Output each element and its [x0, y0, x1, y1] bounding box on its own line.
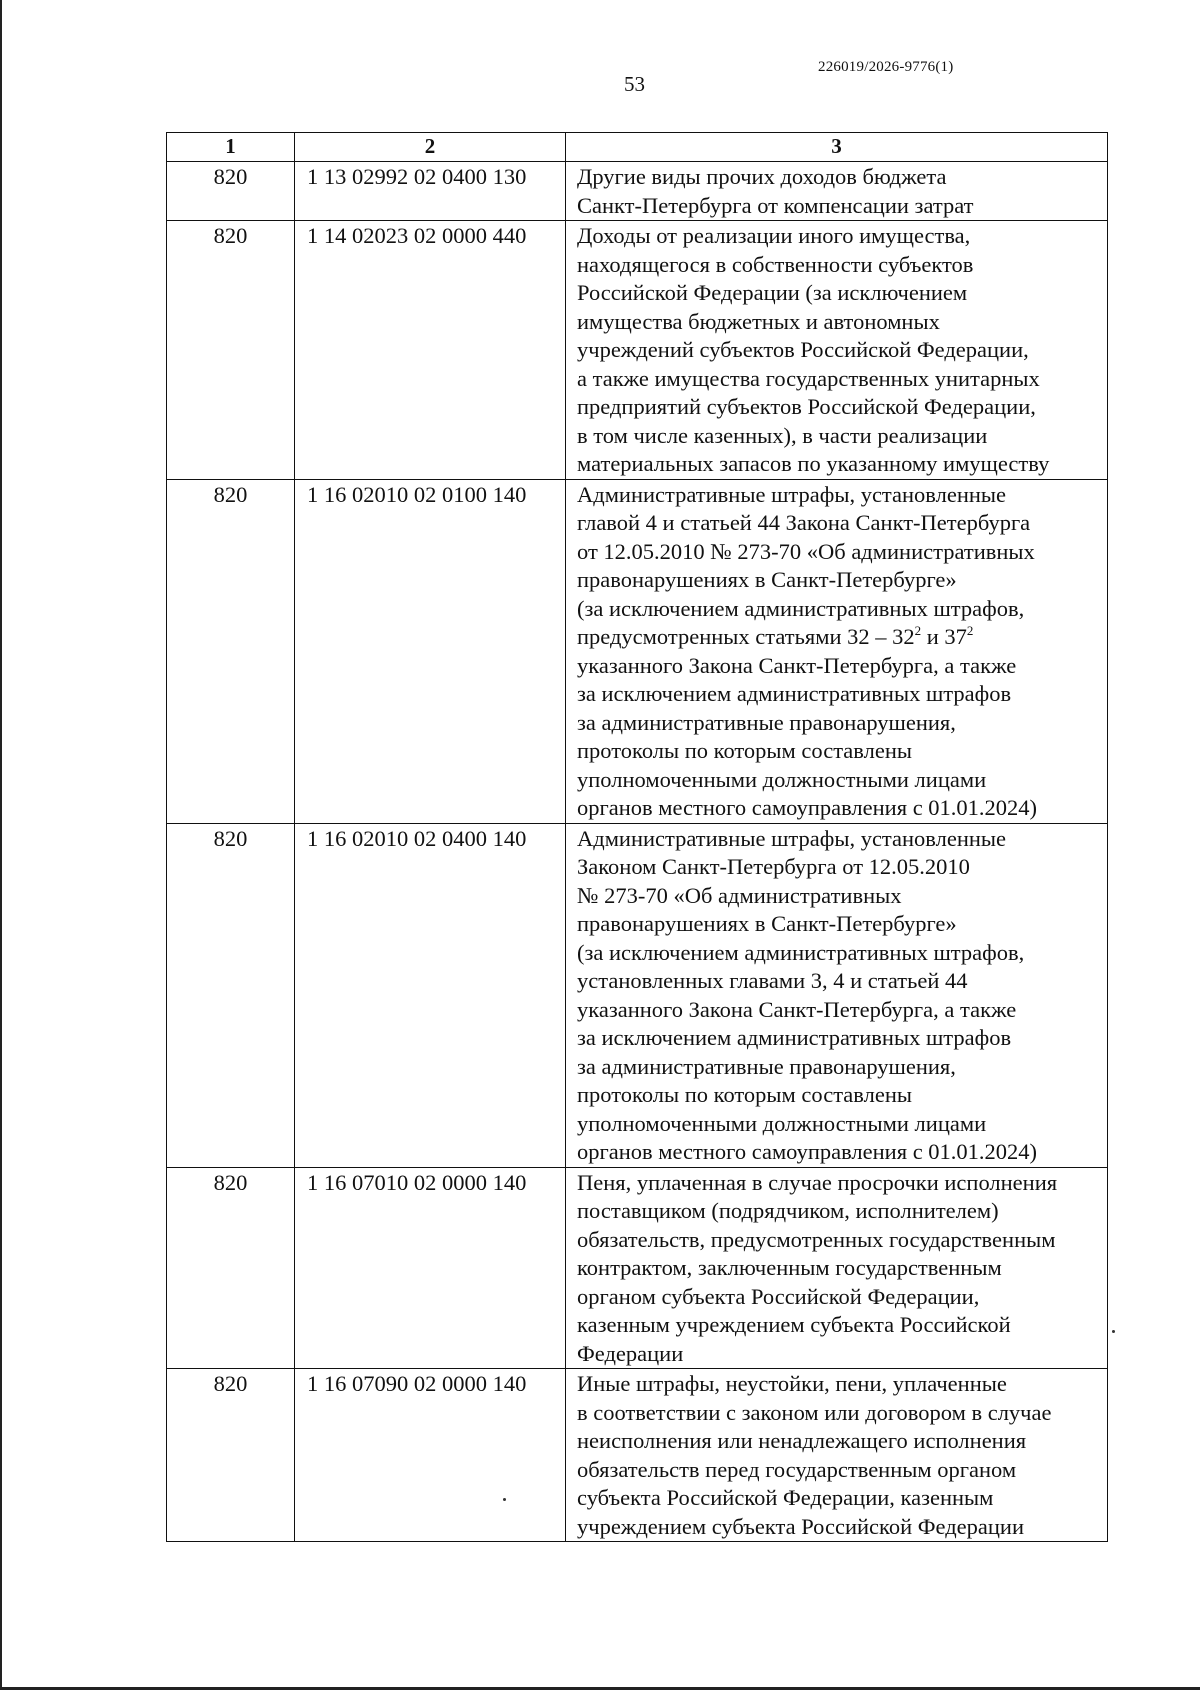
header-col-1: 1	[167, 133, 295, 162]
name-line: № 273-70 «Об административных	[577, 882, 902, 908]
revenue-code-cell: 1 16 07090 02 0000 140	[295, 1369, 566, 1542]
name-line: поставщиком (подрядчиком, исполнителем)	[577, 1198, 999, 1223]
revenue-name-cell	[566, 823, 1108, 1167]
name-line: указанного Закона Санкт-Петербурга, а также	[577, 652, 1017, 678]
admin-code-cell: 820	[167, 479, 295, 823]
name-line-with-superscripts	[577, 623, 1103, 652]
table-row	[167, 162, 1108, 221]
name-line: за административные правонарушения,	[577, 709, 956, 735]
revenue-name-cell	[566, 162, 1108, 221]
name-line-text: и 37	[921, 624, 967, 649]
name-line: протоколы по которым составлены	[577, 1082, 912, 1107]
name-line: обязательств, предусмотренных государственным	[577, 1226, 1056, 1252]
superscript: 2	[966, 623, 974, 638]
name-line: Федерации	[577, 1340, 684, 1366]
name-line: уполномоченными должностными лицами	[577, 766, 987, 792]
revenue-code-cell: 1 16 07010 02 0000 140	[295, 1167, 566, 1369]
name-line: органов местного самоуправления с 01.01.2024)	[577, 1139, 1038, 1164]
name-line: правонарушениях в Санкт-Петербурге»	[577, 911, 957, 936]
table-row	[167, 1167, 1108, 1369]
name-line: материальных запасов по указанному имуществу	[577, 451, 1050, 476]
name-line: неисполнения или ненадлежащего исполнения	[577, 1428, 1027, 1453]
admin-code-cell: 820	[167, 823, 295, 1167]
page-number: 53	[624, 72, 645, 96]
name-line: от 12.05.2010 № 273-70 «Об административных	[577, 538, 1035, 564]
name-line: Иные штрафы, неустойки, пени, уплаченные	[577, 1371, 1007, 1396]
name-line: за исключением административных штрафов	[577, 681, 1012, 706]
header-col-3: 3	[566, 133, 1108, 162]
revenue-name-cell	[566, 479, 1108, 823]
name-line: правонарушениях в Санкт-Петербурге»	[577, 567, 957, 592]
revenue-name-cell	[566, 1167, 1108, 1369]
document-number: 226019/2026-9776(1)	[818, 59, 954, 75]
revenue-name-cell	[566, 221, 1108, 480]
revenue-code-cell: 1 16 02010 02 0100 140	[295, 479, 566, 823]
admin-code-cell: 820	[167, 162, 295, 221]
table-row	[167, 479, 1108, 823]
name-line: субъекта Российской Федерации, казенным	[577, 1485, 994, 1510]
revenue-name-cell	[566, 1369, 1108, 1542]
revenue-code-cell: 1 16 02010 02 0400 140	[295, 823, 566, 1167]
name-line: Административные штрафы, установленные	[577, 825, 1007, 851]
scan-speck	[1112, 1330, 1115, 1333]
name-line: контрактом, заключенным государственным	[577, 1255, 1002, 1280]
admin-code-cell: 820	[167, 1369, 295, 1542]
name-line: Российской Федерации (за исключением	[577, 280, 968, 305]
scan-speck	[503, 1498, 506, 1501]
name-line: протоколы по которым составлены	[577, 738, 912, 763]
name-line: (за исключением административных штрафов,	[577, 939, 1025, 965]
revenue-code-cell: 1 13 02992 02 0400 130	[295, 162, 566, 221]
name-line: установленных главами 3, 4 и статьей 44	[577, 968, 968, 993]
name-line: (за исключением административных штрафов,	[577, 595, 1025, 621]
table-header-row	[167, 133, 1108, 162]
name-line: Пеня, уплаченная в случае просрочки исполнения	[577, 1169, 1058, 1195]
name-line: находящегося в собственности субъектов	[577, 251, 974, 277]
revenue-code-cell: 1 14 02023 02 0000 440	[295, 221, 566, 480]
name-line: органом субъекта Российской Федерации,	[577, 1283, 980, 1309]
name-line: за исключением административных штрафов	[577, 1025, 1012, 1050]
name-line: органов местного самоуправления с 01.01.2024)	[577, 795, 1038, 820]
name-line: Доходы от реализации иного имущества,	[577, 223, 971, 248]
name-line: имущества бюджетных и автономных	[577, 308, 940, 334]
name-line: Законом Санкт-Петербурга от 12.05.2010	[577, 854, 970, 879]
name-line: обязательств перед государственным органом	[577, 1456, 1017, 1482]
table-row	[167, 1369, 1108, 1542]
revenue-codes-table	[166, 132, 1108, 1542]
admin-code-cell: 820	[167, 221, 295, 480]
header-col-2: 2	[295, 133, 566, 162]
name-line: в соответствии с законом или договором в случае	[577, 1399, 1052, 1425]
table-row	[167, 221, 1108, 480]
scan-border-left	[0, 0, 2, 1690]
table-row	[167, 823, 1108, 1167]
name-line: Другие виды прочих доходов бюджета	[577, 164, 947, 189]
name-line: за административные правонарушения,	[577, 1053, 956, 1079]
name-line: Санкт-Петербурга от компенсации затрат	[577, 192, 974, 218]
admin-code-cell: 820	[167, 1167, 295, 1369]
name-line: учреждением субъекта Российской Федерации	[577, 1513, 1024, 1539]
name-line: Административные штрафы, установленные	[577, 481, 1007, 507]
name-line: а также имущества государственных унитарных	[577, 365, 1040, 391]
name-line-text: предусмотренных статьями 32 – 32	[577, 624, 915, 649]
name-line: указанного Закона Санкт-Петербурга, а также	[577, 996, 1017, 1022]
superscript: 2	[914, 623, 922, 638]
name-line: уполномоченными должностными лицами	[577, 1110, 987, 1136]
name-line: учреждений субъектов Российской Федерации,	[577, 337, 1029, 362]
name-line: в том числе казенных), в части реализации	[577, 422, 988, 448]
name-line: казенным учреждением субъекта Российской	[577, 1312, 1011, 1337]
name-line: главой 4 и статьей 44 Закона Санкт-Петербурга	[577, 510, 1031, 535]
name-line: предприятий субъектов Российской Федерации,	[577, 394, 1036, 419]
